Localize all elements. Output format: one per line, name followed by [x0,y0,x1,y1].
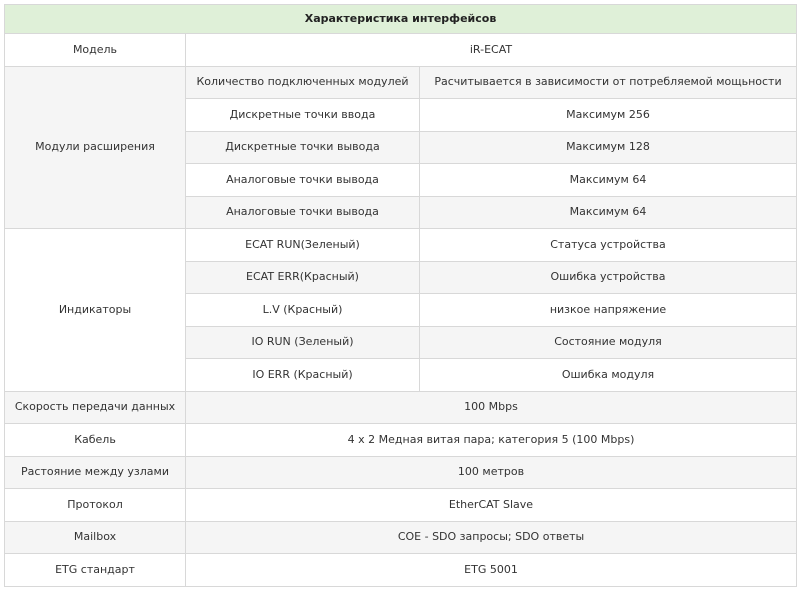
indicator-value: Ошибка устройства [420,261,797,294]
table-row-etg [5,554,797,587]
mailbox-label: Mailbox [5,521,186,554]
speed-value: 100 Mbps [186,391,797,424]
cable-label: Кабель [5,424,186,457]
distance-label: Растояние между узлами [5,456,186,489]
table-row-indicators-0 [5,229,797,262]
cable-value: 4 x 2 Медная витая пара; категория 5 (100 Mbps) [186,424,797,457]
etg-value: ETG 5001 [186,554,797,587]
model-value: iR-ECAT [186,34,797,67]
indicator-param: ECAT ERR(Красный) [186,261,420,294]
table-row-distance [5,456,797,489]
distance-value: 100 метров [186,456,797,489]
expansion-value: Максимум 128 [420,131,797,164]
table-row-speed [5,391,797,424]
table-title: Характеристика интерфейсов [5,5,797,34]
protocol-label: Протокол [5,489,186,522]
mailbox-value: COE - SDO запросы; SDO ответы [186,521,797,554]
expansion-param: Количество подключенных модулей [186,66,420,99]
indicator-param: ECAT RUN(Зеленый) [186,229,420,262]
table-row-expansion-0 [5,66,797,99]
speed-label: Скорость передачи данных [5,391,186,424]
table-row-model [5,34,797,67]
indicators-label: Индикаторы [5,229,186,392]
expansion-value: Максимум 256 [420,99,797,132]
protocol-value: EtherCAT Slave [186,489,797,522]
indicator-param: IO ERR (Красный) [186,359,420,392]
table-row-mailbox [5,521,797,554]
indicator-value: Ошибка модуля [420,359,797,392]
expansion-value: Расчитывается в зависимости от потребляемой мощьности [420,66,797,99]
expansion-param: Аналоговые точки вывода [186,196,420,229]
expansion-label: Модули расширения [5,66,186,229]
indicator-param: IO RUN (Зеленый) [186,326,420,359]
table-row-protocol [5,489,797,522]
table-row-cable [5,424,797,457]
expansion-value: Максимум 64 [420,196,797,229]
expansion-param: Дискретные точки вывода [186,131,420,164]
indicator-param: L.V (Красный) [186,294,420,327]
indicator-value: Состояние модуля [420,326,797,359]
etg-label: ETG стандарт [5,554,186,587]
indicator-value: низкое напряжение [420,294,797,327]
model-label: Модель [5,34,186,67]
table-header-row [5,5,797,34]
expansion-value: Максимум 64 [420,164,797,197]
interface-spec-table [4,4,797,587]
indicator-value: Статуса устройства [420,229,797,262]
expansion-param: Дискретные точки ввода [186,99,420,132]
expansion-param: Аналоговые точки вывода [186,164,420,197]
